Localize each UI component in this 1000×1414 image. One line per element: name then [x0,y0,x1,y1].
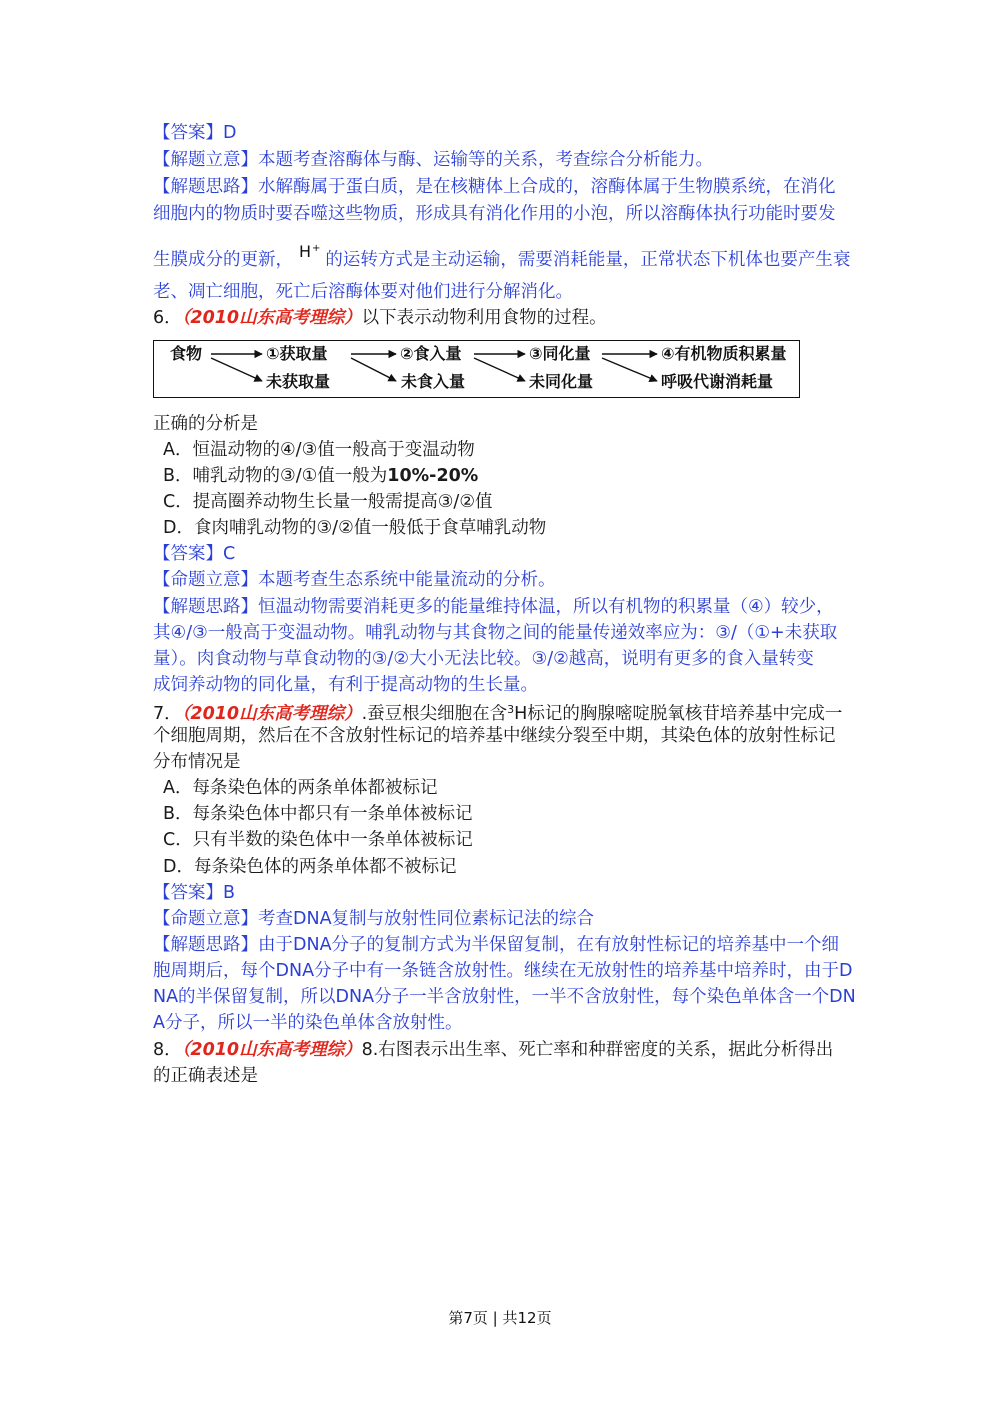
reasoning-text: 水解酶属于蛋白质，是在核糖体上合成的，溶酶体属于生物膜系统，在消化 [258,176,836,197]
q7-option-a [153,775,973,801]
question-stem: .蚕豆根尖细胞在含 [361,704,508,724]
q7-stem-line-1 [153,697,973,723]
intent-text: 本题考查溶酶体与酶、运输等的关系，考查综合分析能力。 [258,149,713,170]
question-8 [153,1037,973,1089]
question-stem: 8.右图表示出生率、死亡率和种群密度的关系，据此分析得出 [361,1040,834,1060]
option-text: 每条染色体中都只有一条单体被标记 [192,804,473,825]
q7-reasoning-line-2: 胞周期后，每个DNA分子中有一条链含放射性。继续在无放射性的培养基中培养时，由于D [153,960,853,981]
q6-option-a [153,437,973,463]
option-text: 只有半数的染色体中一条单体被标记 [192,830,473,851]
q6-option-d [153,515,973,541]
q6-stem [153,305,973,332]
hydrogen-ion [299,235,320,265]
arrow-ingested-to-not-assimilated [474,358,525,381]
option-letter: C． [163,830,193,851]
option-text: 食肉哺乳动物的③/②值一般低于食草哺乳动物 [193,518,547,539]
diagram-not-assimilated-label: 未同化量 [529,372,594,391]
q8-stem-line-2: 的正确表述是 [153,1066,258,1087]
option-letter: B． [163,804,193,825]
reasoning-label: 【解题思路】 [153,934,258,955]
q6-reasoning-line-4: 成饲养动物的同化量，有利于提高动物的生长量。 [153,674,538,695]
intent-text: 本题考查生态系统中能量流动的分析。 [258,570,556,591]
question-source: （2010山东高考理综） [181,704,362,724]
option-letter: C． [163,492,193,513]
option-text: 每条染色体的两条单体都被标记 [192,778,438,799]
diagram-respiration-label: 呼吸代谢消耗量 [661,372,774,391]
q8-stem-line-1 [153,1037,973,1063]
diagram-accumulated-label: ④有机物质积累量 [661,344,787,363]
answer-value: D [223,122,237,143]
q6-reasoning-line-2: 其④/③一般高于变温动物。哺乳动物与其食物之间的能量传递效率应为：③/（①+未获取 [153,622,838,643]
q5-intent-line [153,147,973,174]
answer-value: C [223,544,236,565]
q7-reasoning-line-3: NA的半保留复制，所以DNA分子一半含放射性，一半不含放射性，每个染色单体含一个DN [153,987,856,1008]
arrow-assimilated-to-respiration [602,358,657,381]
intent-label: 【命题立意】 [153,908,258,929]
q6-intent-line [153,567,973,593]
option-text: 每条染色体的两条单体都不被标记 [193,856,457,877]
q7-reasoning-line-1 [153,932,973,958]
q5-reasoning-line-1 [153,174,973,201]
q6-prompt: 正确的分析是 [153,413,258,434]
q6-reasoning-line-3: 量）。肉食动物与草食动物的③/②大小无法比较。③/②越高，说明有更多的食入量转变 [153,648,814,669]
reasoning-text: 生膜成分的更新， [153,249,293,270]
q5-reasoning-line-4: 老、凋亡细胞，死亡后溶酶体要对他们进行分解消化。 [153,281,573,302]
answer-label: 【答案】 [153,122,223,143]
q5-answer-line [153,120,973,147]
option-value: 10%-20% [387,466,479,487]
option-text: 恒温动物的④/③值一般高于变温动物 [192,439,475,460]
q6-reasoning-line-1 [153,594,973,620]
question-source: （2010山东高考理综） [181,1040,362,1060]
q5-explanation [153,120,973,306]
option-text: 哺乳动物的③/①值一般为 [192,466,388,487]
ion-symbol: H [299,241,312,261]
option-letter: B． [163,466,193,487]
q7-option-b [153,801,973,827]
diagram-assimilated-label: ③同化量 [529,344,591,363]
option-letter: A． [163,778,193,799]
ion-charge: + [312,242,321,254]
arrow-obtained-to-not-ingested [351,358,396,381]
answer-label: 【答案】 [153,544,223,565]
diagram-obtained-label: ①获取量 [266,344,328,363]
q7-option-d [153,854,973,880]
diagram-not-ingested-label: 未食入量 [401,372,466,391]
food-utilization-diagram [153,340,800,398]
question-number: 6． [153,307,182,328]
diagram-not-obtained-label: 未获取量 [266,372,331,391]
question-6 [153,305,973,698]
reasoning-text: 的运转方式是主动运输，需要消耗能量，正常状态下机体也要产生衰 [325,249,851,270]
option-letter: A． [163,439,193,460]
diagram-food-label: 食物 [170,344,203,363]
arrow-food-to-not-obtained [211,358,262,381]
reasoning-text: 由于DNA分子的复制方式为半保留复制，在有放射性标记的培养基中一个细 [258,934,840,955]
q7-stem-line-3: 分布情况是 [153,752,241,773]
diagram-ingested-label: ②食入量 [400,344,462,363]
q7-reasoning-line-4: A分子，所以一半的染色单体含放射性。 [153,1013,463,1034]
q6-answer-line [153,541,973,567]
intent-text: 考查DNA复制与放射性同位素标记法的综合 [258,908,595,929]
intent-label: 【解题立意】 [153,149,258,170]
q6-option-c [153,489,973,515]
q7-option-c [153,827,973,853]
option-letter: D． [163,518,194,539]
q5-reasoning-line-2: 细胞内的物质时要吞噬这些物质，形成具有消化作用的小泡，所以溶酶体执行功能时要发 [153,203,836,224]
answer-label: 【答案】 [153,882,223,903]
q7-stem-line-2: 个细胞周期，然后在不含放射性标记的培养基中继续分裂至中期，其染色体的放射性标记 [153,726,836,747]
q5-reasoning-line-3 [153,243,973,270]
reasoning-label: 【解题思路】 [153,176,258,197]
question-stem: 以下表示动物利用食物的过程。 [361,307,607,328]
question-7 [153,697,973,1036]
reasoning-text: 恒温动物需要消耗更多的能量维持体温，所以有机物的积累量（④）较少， [258,596,834,617]
q6-option-b [153,463,973,489]
option-text: 提高圈养动物生长量一般需提高③/②值 [192,492,493,513]
question-stem: H标记的胸腺嘧啶脱氧核苷培养基中完成一 [514,704,843,724]
answer-value: B [223,882,236,903]
page-footer: 第7页 | 共12页 [448,1309,552,1327]
question-number: 8． [153,1040,182,1060]
intent-label: 【命题立意】 [153,570,258,591]
isotope-mass: 3 [507,703,515,716]
option-letter: D． [163,856,194,877]
q7-intent-line [153,906,973,932]
reasoning-label: 【解题思路】 [153,596,258,617]
question-number: 7． [153,704,182,724]
q7-answer-line [153,880,973,906]
question-source: （2010山东高考理综） [181,307,362,328]
